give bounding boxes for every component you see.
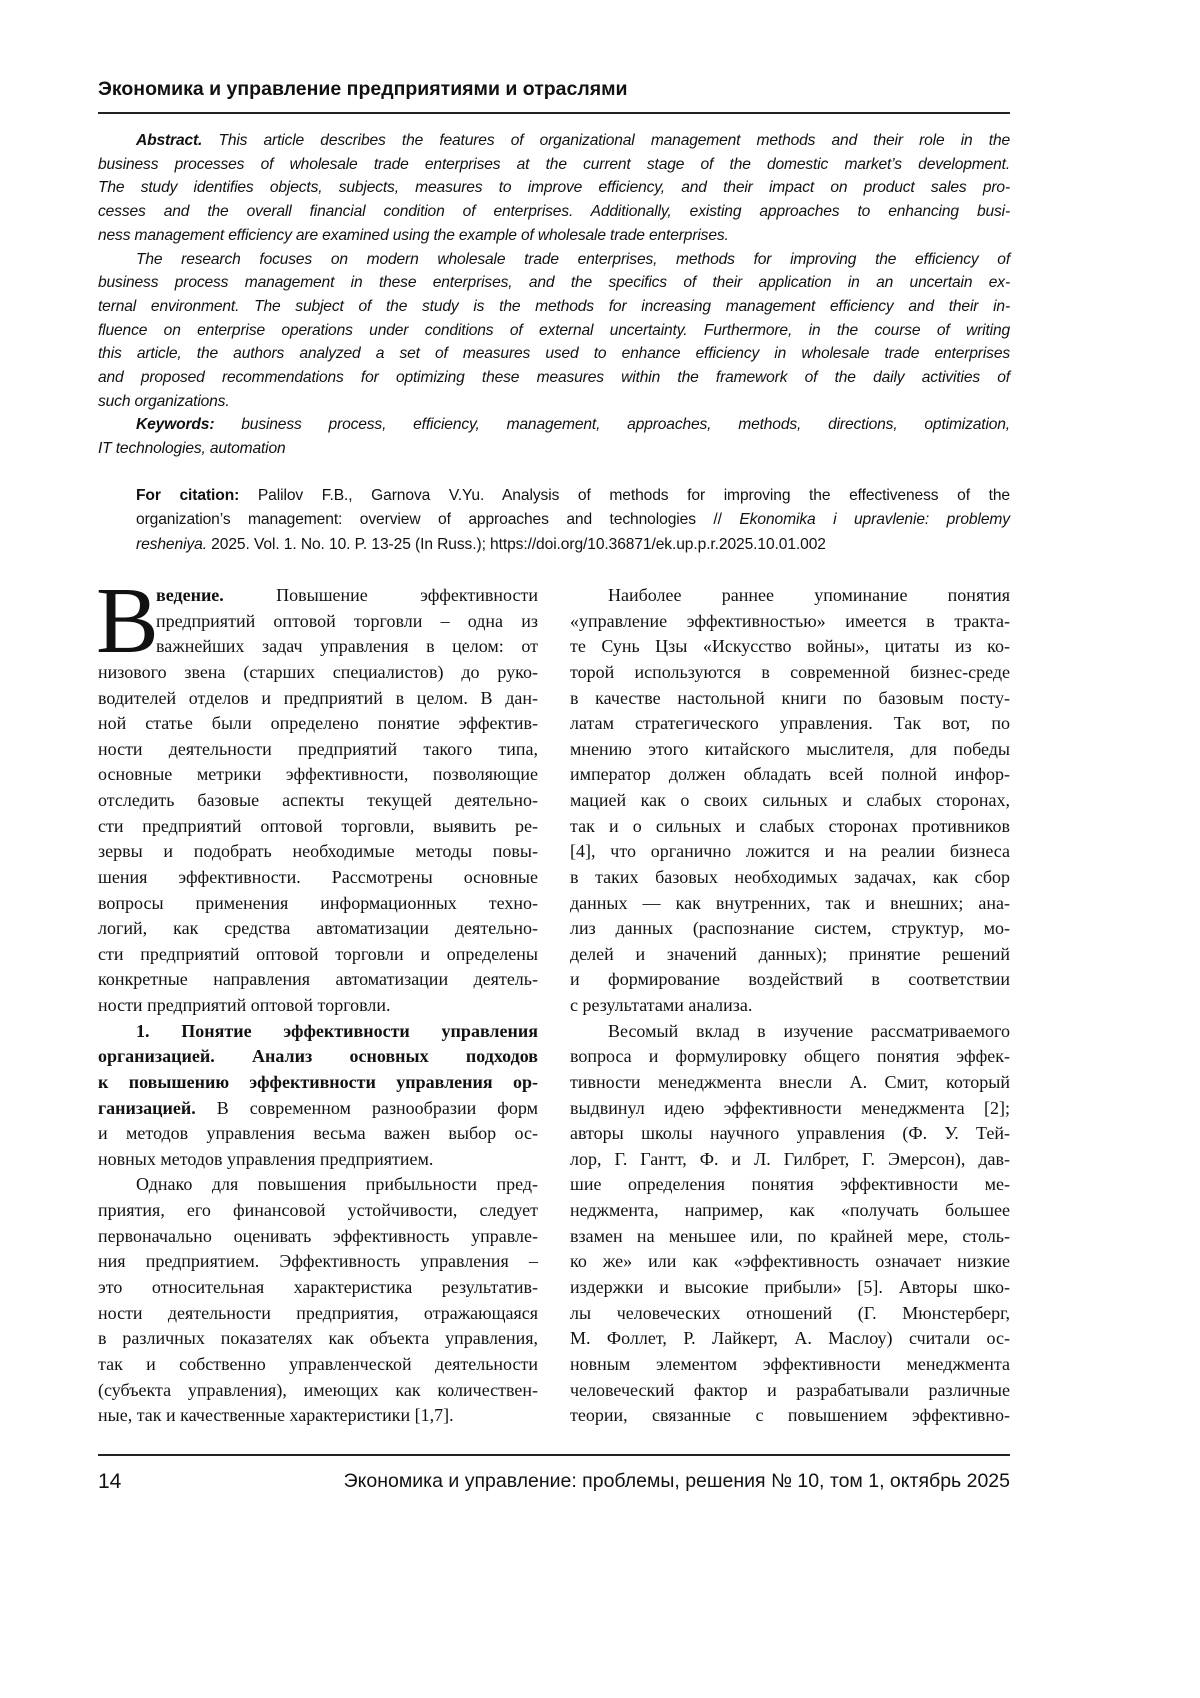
text-run: мнению этого китайского мыслителя, для победы bbox=[570, 738, 1010, 759]
text-line bbox=[98, 1123, 538, 1149]
text-run: ternal environment. The subject of the study is the methods for increasing management efficiency and their in- bbox=[98, 297, 1010, 315]
text-run: водителей отделов и предприятий в целом. В дан- bbox=[98, 687, 538, 708]
text-line bbox=[98, 790, 538, 816]
footer-rule bbox=[98, 1454, 1010, 1456]
text-run: те Сунь Цзы «Искусство войны», цитаты из ко- bbox=[570, 636, 1010, 657]
text-run: Повышение эффективности bbox=[223, 585, 538, 605]
text-run: предприятий оптовой торговли – одна из bbox=[156, 610, 538, 631]
text-run: Наиболее раннее упоминание понятия bbox=[608, 585, 1010, 605]
text-line bbox=[570, 1200, 1010, 1226]
text-run: 2025. Vol. 1. No. 10. P. 13-25 (In Russ.); https://doi.org/10.36871/ek.up.p.r.2025.10.01.002 bbox=[206, 535, 826, 553]
text-line bbox=[136, 1021, 538, 1047]
bold-run: 1. Понятие эффективности управления bbox=[136, 1020, 538, 1041]
text-line bbox=[98, 1072, 538, 1098]
journal-footer: Экономика и управление: проблемы, решения № 10, том 1, октябрь 2025 bbox=[343, 1470, 1010, 1492]
text-line bbox=[570, 918, 1010, 944]
text-line bbox=[570, 1174, 1010, 1200]
text-run: ности предприятий оптовой торговли. bbox=[98, 995, 391, 1016]
text-run: и методов управления весьма важен выбор ос- bbox=[98, 1123, 538, 1144]
text-line bbox=[98, 322, 1010, 345]
bold-run: For citation: bbox=[136, 487, 240, 504]
text-run: (субъекта управления), имеющих как количествен- bbox=[98, 1379, 538, 1400]
text-run: первоначально оценивать эффективность управле- bbox=[98, 1225, 538, 1246]
text-line bbox=[136, 1174, 538, 1200]
text-run: this article, the authors analyzed a set of measures used to enhance efficiency in wholesale trade enterprises bbox=[98, 345, 1010, 363]
text-run: и формирование воздействий в соответствии bbox=[570, 969, 1010, 990]
page-number: 14 bbox=[98, 1470, 122, 1493]
text-run: авторы школы научного управления (Ф. У. Тей- bbox=[570, 1123, 1010, 1144]
text-line bbox=[570, 1046, 1010, 1072]
text-run: издержки и высокие прибыли» [5]. Авторы шко- bbox=[570, 1277, 1010, 1297]
text-run: низового звена (старших специалистов) до руко- bbox=[98, 661, 538, 682]
text-line bbox=[570, 995, 1010, 1021]
text-line bbox=[570, 1072, 1010, 1098]
text-run: ности деятельности предприятий такого типа, bbox=[98, 738, 538, 759]
text-run: так и о сильных и слабых сторонах противников bbox=[570, 815, 1010, 836]
text-line bbox=[570, 816, 1010, 842]
text-run: приятия, его финансовой устойчивости, следует bbox=[98, 1200, 538, 1221]
text-line bbox=[98, 841, 538, 867]
text-line bbox=[570, 764, 1010, 790]
text-line bbox=[98, 369, 1010, 392]
text-line bbox=[570, 969, 1010, 995]
text-line bbox=[98, 227, 1010, 250]
text-line bbox=[98, 1251, 538, 1277]
text-run: торой используются в современной бизнес-среде bbox=[570, 661, 1010, 682]
text-run: отследить базовые аспекты текущей деятельно- bbox=[98, 790, 538, 811]
text-line bbox=[98, 156, 1010, 179]
text-line bbox=[98, 274, 1010, 297]
text-run: ко же» или как «эффективность означает низкие bbox=[570, 1251, 1010, 1272]
text-run: лы человеческих отношений (Г. Мюнстерберг, bbox=[570, 1302, 1010, 1323]
text-run: новных методов управления предприятием. bbox=[98, 1148, 434, 1169]
text-line bbox=[570, 790, 1010, 816]
text-run: с результатами анализа. bbox=[570, 995, 753, 1016]
text-run: в качестве настольной книги по базовым посту- bbox=[570, 687, 1010, 708]
text-line bbox=[570, 867, 1010, 893]
text-line bbox=[98, 1200, 538, 1226]
text-run: organization’s management: overview of approaches and technologies // bbox=[136, 511, 740, 529]
text-line bbox=[156, 611, 538, 637]
text-run: IT technologies, automation bbox=[98, 440, 286, 458]
text-line bbox=[98, 393, 1010, 416]
text-line bbox=[136, 487, 1010, 511]
text-line bbox=[156, 585, 538, 611]
text-run: ности деятельности предприятия, отражающаяся bbox=[98, 1302, 538, 1323]
text-line bbox=[608, 585, 1010, 611]
text-line bbox=[98, 345, 1010, 368]
text-line bbox=[570, 688, 1010, 714]
text-line bbox=[98, 203, 1010, 226]
text-run: лиз данных (распознание систем, структур, мо- bbox=[570, 918, 1010, 939]
text-run: ния предприятием. Эффективность управления – bbox=[98, 1251, 538, 1272]
text-line bbox=[98, 764, 538, 790]
section-title: Экономика и управление предприятиями и отраслями bbox=[98, 78, 628, 100]
text-line bbox=[136, 251, 1010, 274]
text-run: [4], что органично ложится и на реалии бизнеса bbox=[570, 841, 1010, 862]
text-line bbox=[98, 1354, 538, 1380]
text-run: так и собственно управленческой деятельности bbox=[98, 1353, 538, 1374]
text-line bbox=[570, 662, 1010, 688]
text-run: новным элементом эффективности менеджмента bbox=[570, 1353, 1010, 1374]
text-run: делей и значений данных); принятие решений bbox=[570, 943, 1010, 964]
text-run: This article describes the features of organizational management methods and their role in the bbox=[202, 132, 1010, 149]
text-run: мацией как о своих сильных и слабых сторонах, bbox=[570, 790, 1010, 811]
text-run: М. Фоллет, Р. Лайкерт, А. Маслоу) считали ос- bbox=[570, 1328, 1010, 1349]
text-run: в различных показателях как объекта управления, bbox=[98, 1328, 538, 1349]
text-line bbox=[98, 739, 538, 765]
text-line bbox=[570, 739, 1010, 765]
text-line bbox=[570, 944, 1010, 970]
text-run: это относительная характеристика результатив- bbox=[98, 1277, 538, 1297]
text-line bbox=[570, 1303, 1010, 1329]
text-run: and proposed recommendations for optimizing these measures within the framework of the daily activities of bbox=[98, 369, 1010, 386]
bold-run: Abstract. bbox=[136, 132, 203, 149]
text-run: человеческий фактор и разрабатывали различные bbox=[570, 1379, 1010, 1400]
text-run: сти предприятий оптовой торговли, выявить ре- bbox=[98, 815, 538, 836]
text-run: шие определения понятия эффективности ме- bbox=[570, 1174, 1010, 1195]
text-line bbox=[98, 1380, 538, 1406]
text-run: император должен обладать всей полной инфор- bbox=[570, 764, 1010, 785]
text-run: важнейших задач управления в целом: от bbox=[156, 636, 538, 657]
drop-cap: В bbox=[96, 569, 159, 673]
text-run: зервы и подобрать необходимые методы повы- bbox=[98, 841, 538, 862]
text-line bbox=[570, 1098, 1010, 1124]
text-line bbox=[98, 1405, 538, 1431]
text-line bbox=[98, 179, 1010, 202]
text-line bbox=[570, 1354, 1010, 1380]
text-line bbox=[98, 688, 538, 714]
text-run: в таких базовых необходимых задачах, как сбор bbox=[570, 866, 1010, 887]
text-line bbox=[570, 1251, 1010, 1277]
text-line bbox=[98, 1277, 538, 1303]
text-run: The study identifies objects, subjects, measures to improve efficiency, and their impact on product sales pro- bbox=[98, 179, 1010, 197]
text-run: логий, как средства автоматизации деятельно- bbox=[98, 918, 538, 939]
text-run: взамен на меньшее или, по крайней мере, столь- bbox=[570, 1225, 1010, 1246]
text-line bbox=[98, 1303, 538, 1329]
text-line bbox=[98, 1149, 538, 1175]
bold-run: ведение. bbox=[156, 585, 224, 605]
italic-run: Ekonomika i upravlenie: problemy bbox=[739, 511, 1010, 529]
text-line bbox=[570, 713, 1010, 739]
text-line bbox=[570, 611, 1010, 637]
text-line bbox=[570, 636, 1010, 662]
text-line bbox=[136, 132, 1010, 155]
text-line bbox=[98, 662, 538, 688]
bold-run: к повышению эффективности управления ор- bbox=[98, 1071, 538, 1092]
text-line bbox=[570, 1328, 1010, 1354]
bold-run: ганизацией. bbox=[98, 1097, 196, 1118]
italic-run: resheniya. bbox=[136, 535, 207, 553]
text-run: тивности менеджмента внесли А. Смит, который bbox=[570, 1071, 1010, 1092]
text-run: неджмента, например, как «получать большее bbox=[570, 1200, 1010, 1221]
text-run: business process, efficiency, management, approaches, methods, directions, optimization, bbox=[214, 416, 1010, 434]
text-line bbox=[98, 713, 538, 739]
text-run: В современном разнообразии форм bbox=[195, 1097, 538, 1118]
text-run: ной статье были определено понятие эффектив- bbox=[98, 713, 538, 734]
text-run: конкретные направления автоматизации деятель- bbox=[98, 969, 538, 990]
bold-run: организацией. Анализ основных подходов bbox=[98, 1046, 538, 1067]
text-run: The research focuses on modern wholesale trade enterprises, methods for improving the efficiency of bbox=[136, 250, 1010, 268]
text-line bbox=[608, 1021, 1010, 1047]
text-run: основные метрики эффективности, позволяющие bbox=[98, 764, 538, 785]
text-line bbox=[98, 944, 538, 970]
text-line bbox=[570, 1149, 1010, 1175]
text-run: Palilov F.B., Garnova V.Yu. Analysis of methods for improving the effectiveness of the bbox=[239, 487, 1010, 504]
text-line bbox=[98, 867, 538, 893]
text-run: шения эффективности. Рассмотрены основные bbox=[98, 866, 538, 887]
text-run: вопросы применения информационных техно- bbox=[98, 892, 538, 913]
text-run: латам стратегического управления. Так вот, по bbox=[570, 713, 1010, 734]
text-line bbox=[98, 1226, 538, 1252]
text-run: Весомый вклад в изучение рассматриваемого bbox=[608, 1020, 1010, 1041]
text-line bbox=[98, 893, 538, 919]
text-run: вопроса и формулировку общего понятия эффек- bbox=[570, 1046, 1010, 1067]
text-run: ness management efficiency are examined using the example of wholesale trade enterprises. bbox=[98, 226, 729, 244]
text-run: fluence on enterprise operations under conditions of external uncertainty. Furthermore, in the course of writing bbox=[98, 321, 1010, 339]
text-line bbox=[98, 816, 538, 842]
text-run: «управление эффективностью» имеется в тракта- bbox=[570, 610, 1010, 631]
text-line bbox=[98, 1098, 538, 1124]
text-run: cesses and the overall financial condition of enterprises. Additionally, existing approaches to enhancing busi- bbox=[98, 203, 1010, 221]
text-line bbox=[98, 995, 538, 1021]
text-run: выдвинул идею эффективности менеджмента [2]; bbox=[570, 1097, 1010, 1118]
text-line bbox=[136, 536, 1010, 560]
text-run: данных — как внутренних, так и внешних; ана- bbox=[570, 892, 1010, 913]
text-line bbox=[570, 1226, 1010, 1252]
header-rule bbox=[98, 112, 1010, 114]
text-line bbox=[98, 298, 1010, 321]
text-line bbox=[98, 440, 1010, 463]
text-line bbox=[570, 1405, 1010, 1431]
text-run: Однако для повышения прибыльности пред- bbox=[136, 1174, 538, 1195]
bold-run: Keywords: bbox=[136, 416, 215, 434]
text-line bbox=[570, 1380, 1010, 1406]
text-line bbox=[98, 969, 538, 995]
text-run: business process management in these enterprises, and the specifics of their application in an uncertain ex- bbox=[98, 274, 1010, 292]
text-line bbox=[98, 1328, 538, 1354]
text-line bbox=[570, 1277, 1010, 1303]
text-line bbox=[98, 918, 538, 944]
text-line bbox=[570, 893, 1010, 919]
text-run: теории, связанные с повышением эффективно- bbox=[570, 1405, 1010, 1426]
text-line bbox=[98, 1046, 538, 1072]
text-line bbox=[136, 416, 1010, 439]
text-line bbox=[136, 511, 1010, 535]
text-run: лор, Г. Гантт, Ф. и Л. Гилбрет, Г. Эмерсон), дав- bbox=[570, 1148, 1010, 1169]
text-run: business processes of wholesale trade enterprises at the current stage of the domestic market’s development. bbox=[98, 155, 1010, 173]
text-line bbox=[156, 636, 538, 662]
text-run: сти предприятий оптовой торговли и определены bbox=[98, 943, 538, 964]
text-line bbox=[570, 841, 1010, 867]
text-run: such organizations. bbox=[98, 392, 230, 410]
text-line bbox=[570, 1123, 1010, 1149]
text-run: ные, так и качественные характеристики [1,7]. bbox=[98, 1405, 454, 1426]
